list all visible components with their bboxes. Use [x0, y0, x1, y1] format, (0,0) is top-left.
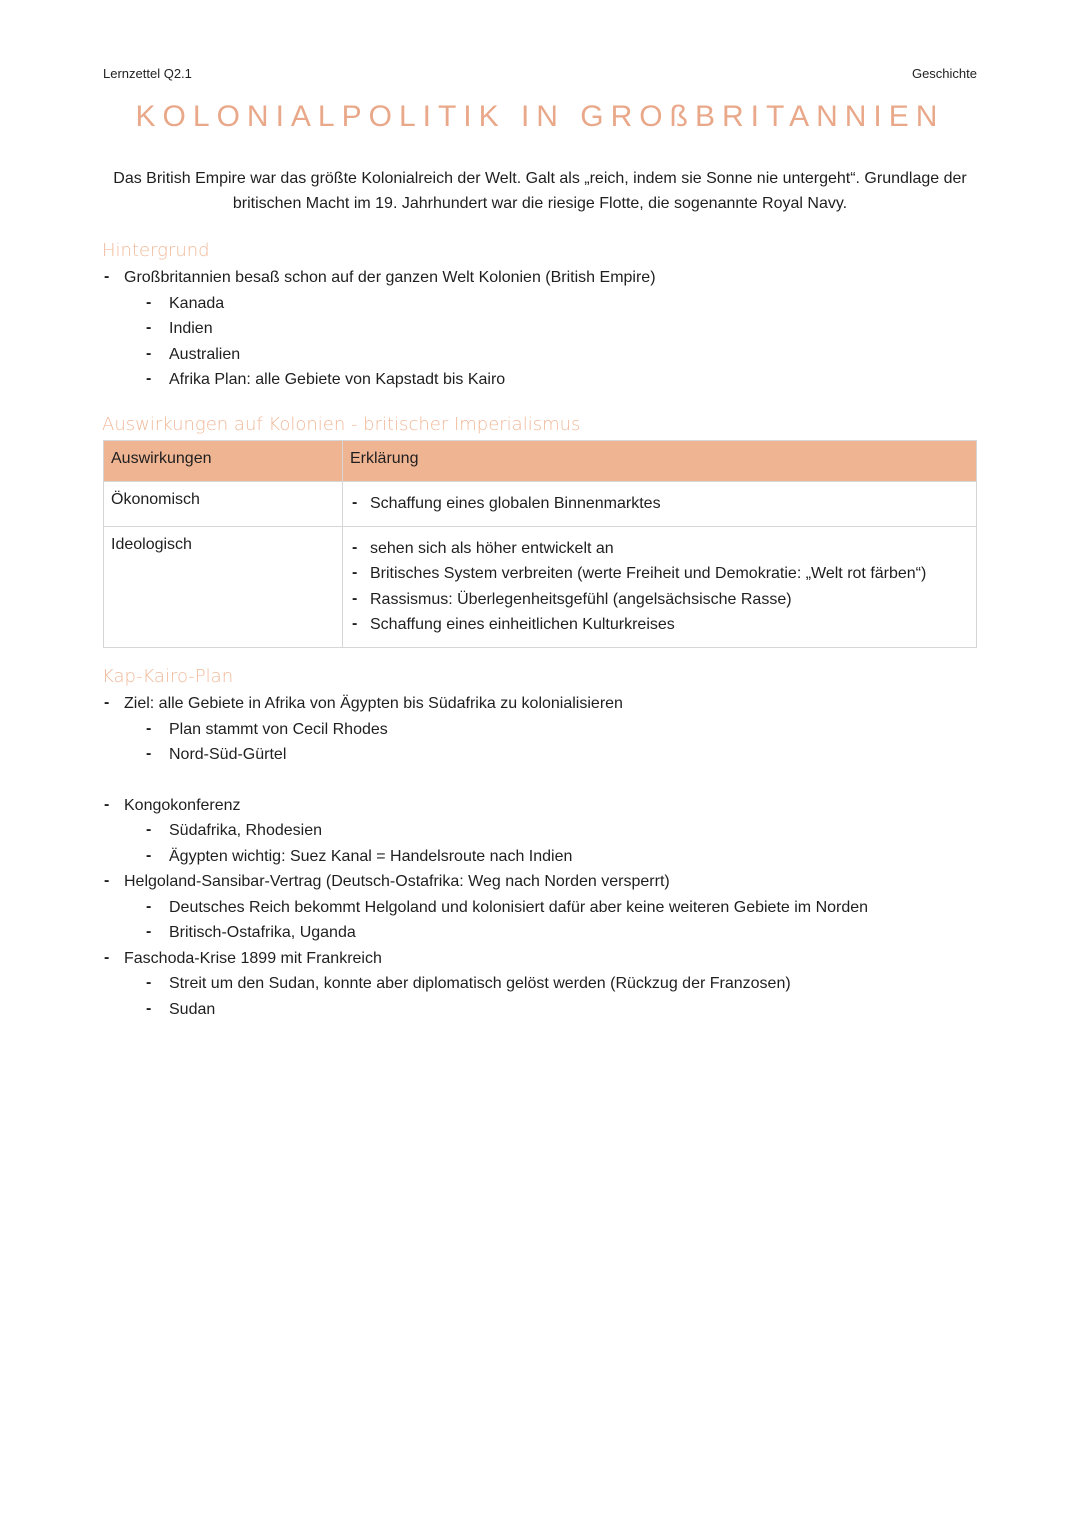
- list-item: - Ziel: alle Gebiete in Afrika von Ägypten bis Südafrika zu kolonialisieren - Plan stammt von Cecil Rhodes - Nord-Süd-Gürtel: [103, 691, 923, 793]
- list-item: - Rassismus: Überlegenheitsgefühl (angelsächsische Rasse): [350, 587, 969, 613]
- header-course: Lernzettel Q2.1: [103, 66, 192, 81]
- list-item: - Australien: [124, 342, 923, 368]
- list-item: - sehen sich als höher entwickelt an: [350, 536, 969, 562]
- row-explanation: [343, 482, 977, 527]
- heading-auswirkungen: Auswirkungen auf Kolonien - britischer Imperialismus: [102, 414, 581, 435]
- list-item: - Faschoda-Krise 1899 mit Frankreich - Streit um den Sudan, konnte aber diplomatisch gelöst werden (Rückzug der Franzosen) - Sudan: [103, 946, 923, 1023]
- row-explanation: [343, 526, 977, 647]
- list-item: - Schaffung eines einheitlichen Kulturkreises: [350, 612, 969, 638]
- list-item: - Kanada: [124, 291, 923, 317]
- column-header: Auswirkungen: [104, 441, 343, 482]
- heading-hintergrund: Hintergrund: [102, 240, 210, 261]
- list-item: - Afrika Plan: alle Gebiete von Kapstadt bis Kairo: [124, 367, 923, 393]
- list-item: - Kongokonferenz - Südafrika, Rhodesien - Ägypten wichtig: Suez Kanal = Handelsroute nach Indien: [103, 793, 923, 870]
- list-item: - Deutsches Reich bekommt Helgoland und kolonisiert dafür aber keine weiteren Gebiete im Norden: [124, 895, 923, 921]
- list-item: - Streit um den Sudan, konnte aber diplomatisch gelöst werden (Rückzug der Franzosen): [124, 971, 923, 997]
- list-item: - Britisches System verbreiten (werte Freiheit und Demokratie: „Welt rot färben“): [350, 561, 969, 587]
- kap-kairo-list: [103, 691, 923, 1022]
- heading-kap-kairo-plan: Kap-Kairo-Plan: [102, 666, 234, 687]
- intro-paragraph: Das British Empire war das größte Kolonialreich der Welt. Galt als „reich, indem sie Sonne nie untergeht“. Grundlage der britischen Macht im 19. Jahrhundert war die riesige Flotte, die sogenannte Royal Navy.: [113, 170, 967, 212]
- list-item: - Britisch-Ostafrika, Uganda: [124, 920, 923, 946]
- row-label: Ökonomisch: [104, 482, 343, 527]
- list-item: - Plan stammt von Cecil Rhodes: [124, 717, 923, 743]
- row-label: Ideologisch: [104, 526, 343, 647]
- list-item: - Südafrika, Rhodesien: [124, 818, 923, 844]
- table-row: [104, 482, 977, 527]
- hintergrund-list: [103, 265, 923, 393]
- impact-table: [103, 440, 977, 648]
- list-item: - Nord-Süd-Gürtel: [124, 742, 923, 768]
- list-item: - Großbritannien besaß schon auf der ganzen Welt Kolonien (British Empire) - Kanada - Indien - Australien - Afrika Plan: alle Gebiete von Kapstadt bis Kairo: [103, 265, 923, 393]
- table-row: [104, 526, 977, 647]
- column-header: Erklärung: [343, 441, 977, 482]
- table-header-row: [104, 441, 977, 482]
- list-item: - Ägypten wichtig: Suez Kanal = Handelsroute nach Indien: [124, 844, 923, 870]
- header-subject: Geschichte: [911, 66, 977, 81]
- page-title: KOLONIALPOLITIK IN GROßBRITANNIEN: [135, 100, 945, 133]
- list-item: - Indien: [124, 316, 923, 342]
- list-item: - Helgoland-Sansibar-Vertrag (Deutsch-Ostafrika: Weg nach Norden versperrt) - Deutsches Reich bekommt Helgoland und kolonisiert dafür aber keine weiteren Gebiete im Norden - Britisch-Ostafrika, Uganda: [103, 869, 923, 946]
- list-item: - Sudan: [124, 997, 923, 1023]
- list-item: - Schaffung eines globalen Binnenmarktes: [350, 491, 969, 517]
